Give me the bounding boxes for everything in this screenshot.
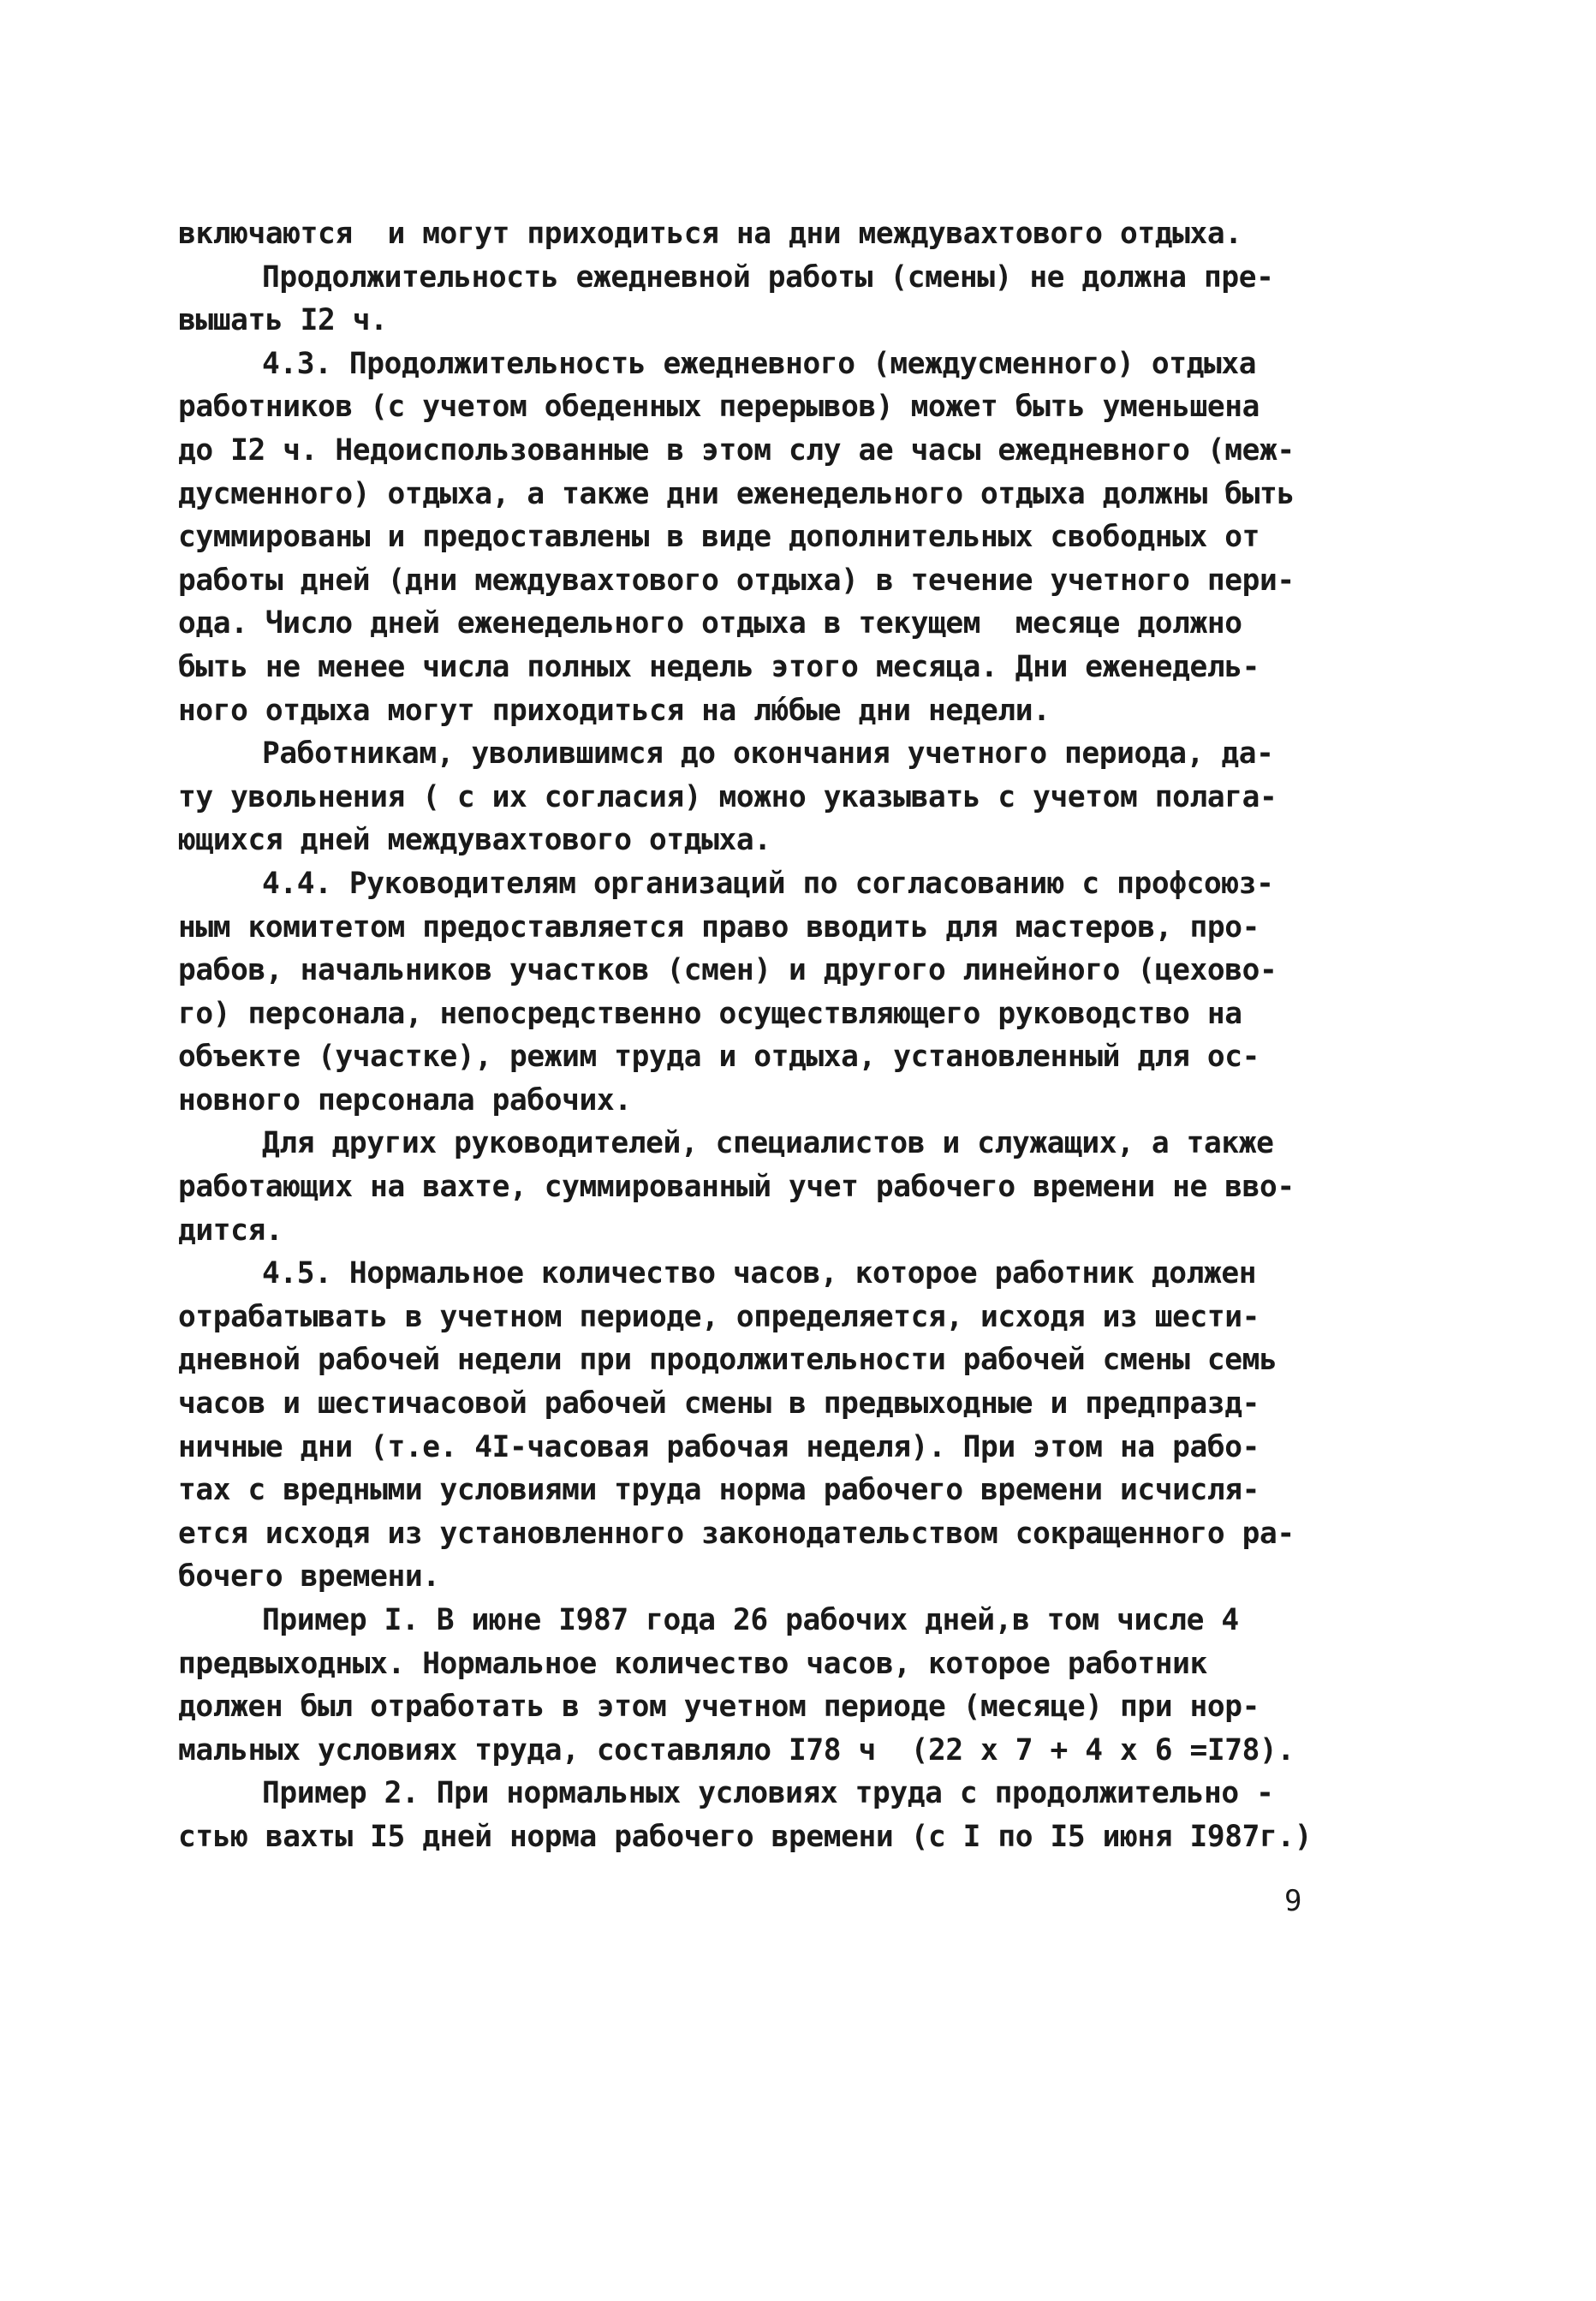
page-number: 9	[1284, 1884, 1302, 1918]
text-line: ного отдыха могут приходиться на лю́бые дни недели.	[178, 693, 1051, 728]
text-line: 4.4. Руководителям организаций по согласованию с профсоюз-	[262, 866, 1274, 901]
text-line: должен был отработать в этом учетном периоде (месяце) при нор-	[178, 1690, 1260, 1725]
text-line: новного персонала рабочих.	[178, 1082, 632, 1118]
text-line: Пример I. В июне I987 года 26 рабочих дней,в том числе 4	[262, 1603, 1239, 1637]
body-text	[178, 212, 1334, 1859]
text-line: тах с вредными условиями труда норма рабочего времени исчисля-	[178, 1473, 1260, 1508]
text-line: предвыходных. Нормальное количество часов, которое работник	[178, 1646, 1207, 1681]
text-line: ется исходя из установленного законодательством сокращенного ра-	[178, 1516, 1295, 1551]
text-line: мальных условиях труда, составляло I78 ч (22 x 7 + 4 x 6 =I78).	[178, 1732, 1295, 1767]
text-line: включаются и могут приходиться на дни междувахтового отдыха.	[178, 217, 1242, 251]
text-line: 4.5. Нормальное количество часов, которое работник должен	[262, 1256, 1257, 1291]
text-line: ту увольнения ( с их согласия) можно указывать с учетом полага-	[178, 779, 1277, 814]
text-line: быть не менее числа полных недель этого месяца. Дни еженедель-	[178, 649, 1260, 684]
text-line: работы дней (дни междувахтового отдыха) в течение учетного пери-	[178, 563, 1295, 598]
text-line: бочего времени.	[178, 1559, 440, 1595]
text-line: работающих на вахте, суммированный учет рабочего времени не вво-	[178, 1170, 1295, 1205]
text-line: часов и шестичасовой рабочей смены в предвыходные и предпразд-	[178, 1386, 1260, 1422]
text-line: ода. Число дней еженедельного отдыха в текущем месяце должно	[178, 606, 1242, 641]
text-line: Работникам, уволившимся до окончания учетного периода, да-	[262, 736, 1274, 772]
text-line: работников (с учетом обеденных перерывов) может быть уменьшена	[178, 390, 1260, 425]
text-line: отрабатывать в учетном периоде, определяется, исходя из шести-	[178, 1299, 1260, 1334]
text-line: 4.3. Продолжительность ежедневного (междусменного) отдыха	[262, 346, 1257, 381]
text-line: дусменного) отдыха, а также дни еженедельного отдыха должны быть	[178, 476, 1295, 511]
text-line: стью вахты I5 дней норма рабочего времени (с I по I5 июня I987г.)	[178, 1819, 1313, 1854]
text-line: рабов, начальников участков (смен) и другого линейного (цехово-	[178, 953, 1277, 988]
text-line: го) персонала, непосредственно осуществляющего руководство на	[178, 996, 1242, 1031]
text-line: суммированы и предоставлены в виде дополнительных свободных от	[178, 520, 1260, 555]
text-line: дневной рабочей недели при продолжительности рабочей смены семь	[178, 1343, 1277, 1378]
text-line: объекте (участке), режим труда и отдыха, установленный для ос-	[178, 1040, 1260, 1075]
text-line: Для других руководителей, специалистов и служащих, а также	[262, 1126, 1274, 1161]
text-line: Пример 2. При нормальных условиях труда с продолжительно -	[262, 1776, 1274, 1811]
text-line: до I2 ч. Недоиспользованные в этом слу ае часы ежедневного (меж-	[178, 432, 1295, 468]
text-line: ющихся дней междувахтового отдыха.	[178, 823, 771, 858]
text-line: ным комитетом предоставляется право вводить для мастеров, про-	[178, 909, 1260, 945]
text-line: дится.	[178, 1213, 283, 1248]
text-line: вышать I2 ч.	[178, 303, 388, 338]
text-line: ничные дни (т.е. 4I-часовая рабочая неделя). При этом на рабо-	[178, 1429, 1260, 1464]
text-line: Продолжительность ежедневной работы (смены) не должна пре-	[262, 259, 1274, 295]
